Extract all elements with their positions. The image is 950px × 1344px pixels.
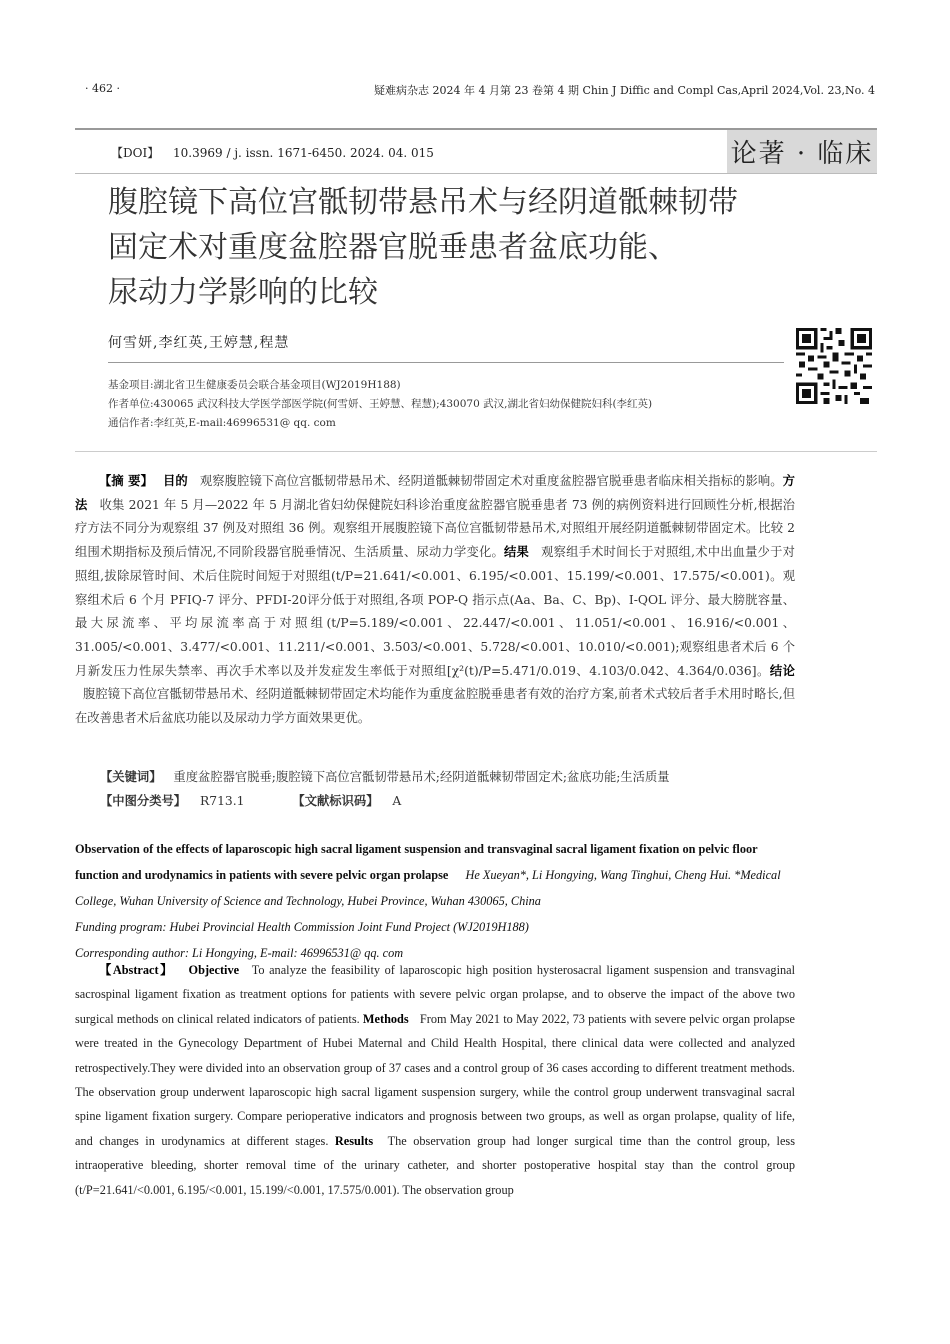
doc-code-label: 【文献标识码】	[292, 794, 379, 808]
funding: 基金项目:湖北省卫生健康委员会联合基金项目(WJ2019H188)	[108, 379, 401, 391]
en-objective-text: To analyze the feasibility of laparoscopic high position hysterosacral ligament suspension and transvaginal sacrospinal ligament fixation as treatment options for patients with severe pelvic organ prolapse, and to observe the impact of the above two surgical methods on clinical related indicators of patients.	[75, 963, 796, 1026]
doc-code-value: A	[392, 794, 402, 808]
corresponding-author: 通信作者:李红英,E-mail:46996531@ qq. com	[108, 417, 336, 429]
english-funding-text: Funding program: Hubei Provincial Health Commission Joint Fund Project (WJ2019H188)	[75, 920, 529, 934]
methods-text: 收集 2021 年 5 月—2022 年 5 月湖北省妇幼保健院妇科诊治重度盆腔器官脱垂患者 73 例的病例资料进行回顾性分析,根据治疗方法不同分为观察组 37 例及对照组 36 例。观察组开展腹腔镜下高位宫骶韧带悬吊术,对照组开展经阴道骶棘韧带固定术。比较 2 组围术期指标及预后情况,不同阶段器官脱垂情况、生活质量、尿动力学变化。	[75, 497, 795, 560]
doi-value: 10.3969 / j. issn. 1671-6450. 2024. 04. 015	[173, 146, 434, 160]
authors: 何雪妍,李红英,王婷慧,程慧	[108, 335, 290, 351]
divider	[108, 362, 784, 363]
en-abstract-label: 【Abstract】	[99, 963, 174, 977]
en-results-text: The observation group had longer surgical time than the control group, less intraoperative bleeding, shorter removal time of the urinary catheter, and shorter postoperative hospital stay than the control group (t/P=21.641/<0.001, 6.195/<0.001, 15.199/<0.001, 17.575/0.001). The observation group	[75, 1133, 796, 1197]
classification-value: R713.1	[200, 794, 245, 808]
title-line-1: 腹腔镜下高位宫骶韧带悬吊术与经阴道骶棘韧带	[108, 185, 738, 220]
affiliation: 作者单位:430065 武汉科技大学医学部医学院(何雪妍、王婷慧、程慧);430070 武汉,湖北省妇幼保健院妇科(李红英)	[108, 398, 653, 410]
english-funding	[75, 914, 795, 940]
doi	[111, 144, 434, 161]
methods-label: 方法	[75, 474, 795, 512]
english-title: Observation of the effects of laparoscopic high sacral ligament suspension and transvaginal sacral ligament fixation on pelvic floor function and urodynamics in patients with severe pelvic organ prolapse	[75, 842, 758, 882]
abstract-label: 【摘 要】	[99, 474, 153, 488]
qr-code-icon	[796, 328, 872, 404]
keywords	[100, 767, 670, 785]
english-header	[75, 836, 795, 966]
abstract-en	[75, 958, 795, 1202]
conclusion-label: 结论	[769, 663, 795, 678]
results-label: 结果	[504, 545, 530, 560]
classification-label: 【中图分类号】	[100, 794, 187, 808]
en-methods-text: From May 2021 to May 2022, 73 patients with severe pelvic organ prolapse were treated in the Gynecology Department of Hubei Maternal and Child Health Hospital, there clinical data were collected and analyzed retrospectively.They were divided into an observation group of 37 cases and a control group of 36 cases according to different treatment methods. The observation group underwent laparoscopic high sacral ligament suspension surgery, while the control group underwent transvaginal sacral spine ligament fixation surgery. Compare perioperative indicators and prognosis between two groups, as well as organ prolapse, quality of life, and changes in urodynamics at different stages.	[75, 1011, 796, 1148]
en-objective-label: Objective	[188, 963, 240, 977]
en-methods-label: Methods	[362, 1011, 409, 1026]
page-title	[108, 180, 828, 315]
divider	[75, 451, 877, 452]
english-authors: He Xueyan*, Li Hongying, Wang Tinghui, Cheng Hui. *Medical College, Wuhan University of Science and Technology, Hubei Province, Wuhan 430065, China	[75, 868, 781, 908]
keywords-label: 【关键词】	[100, 770, 162, 784]
objective-label: 目的	[163, 474, 188, 488]
abstract-cn	[75, 470, 795, 731]
objective-text: 观察腹腔镜下高位宫骶韧带悬吊术、经阴道骶棘韧带固定术对重度盆腔器官脱垂患者临床相关指标的影响。	[199, 474, 783, 488]
conclusion-text: 腹腔镜下高位宫骶韧带悬吊术、经阴道骶棘韧带固定术均能作为重度盆腔脱垂患者有效的治疗方案,前者术式较后者手术用时略长,但在改善患者术后盆底功能以及尿动力学方面效果更优。	[75, 687, 795, 726]
doi-bar	[75, 128, 877, 174]
keywords-value: 重度盆腔器官脱垂;腹腔镜下高位宫骶韧带悬吊术;经阴道骶棘韧带固定术;盆底功能;生活质量	[173, 770, 670, 784]
title-line-2: 固定术对重度盆腔器官脱垂患者盆底功能、	[108, 230, 678, 265]
classification	[100, 791, 401, 809]
doi-label: 【DOI】	[111, 146, 160, 160]
running-header	[75, 82, 875, 98]
english-corresponding-text: Corresponding author: Li Hongying, E-mail: 46996531@ qq. com	[75, 946, 404, 960]
article-meta	[108, 376, 798, 433]
category-badge: 论著 · 临床	[727, 130, 877, 173]
journal-line: 疑难病杂志 2024 年 4 月第 23 卷第 4 期 Chin J Diffic and Compl Cas,April 2024,Vol. 23,No. 4	[374, 84, 875, 97]
en-results-label: Results	[334, 1133, 374, 1148]
page-number: · 462 ·	[85, 82, 120, 95]
results-text: 观察组手术时间长于对照组,术中出血量少于对照组,拔除尿管时间、术后住院时间短于对照组(t/P=21.641/<0.001、6.195/<0.001、15.199/<0.001、17.575/<0.001)。观察组术后 6 个月 PFIQ-7 评分、PFDI-20评分低于对照组,各项 POP-Q 指示点(Aa、Ba、C、Bp)、I-QOL 评分、最大膀胱容量、最大尿流率、平均尿流率高于对照组(t/P=5.189/<0.001、22.447/<0.001、11.051/<0.001、16.916/<0.001、31.005/<0.001、3.477/<0.001、11.211/<0.001、3.503/<0.001、5.728/<0.001、10.010/<0.001);观察组患者术后 6 个月新发压力性尿失禁率、再次手术率以及并发症发生率低于对照组[χ²(t)/P=5.471/0.019、4.103/0.042、4.364/0.036]。	[75, 545, 795, 678]
title-line-3: 尿动力学影响的比较	[108, 275, 378, 310]
